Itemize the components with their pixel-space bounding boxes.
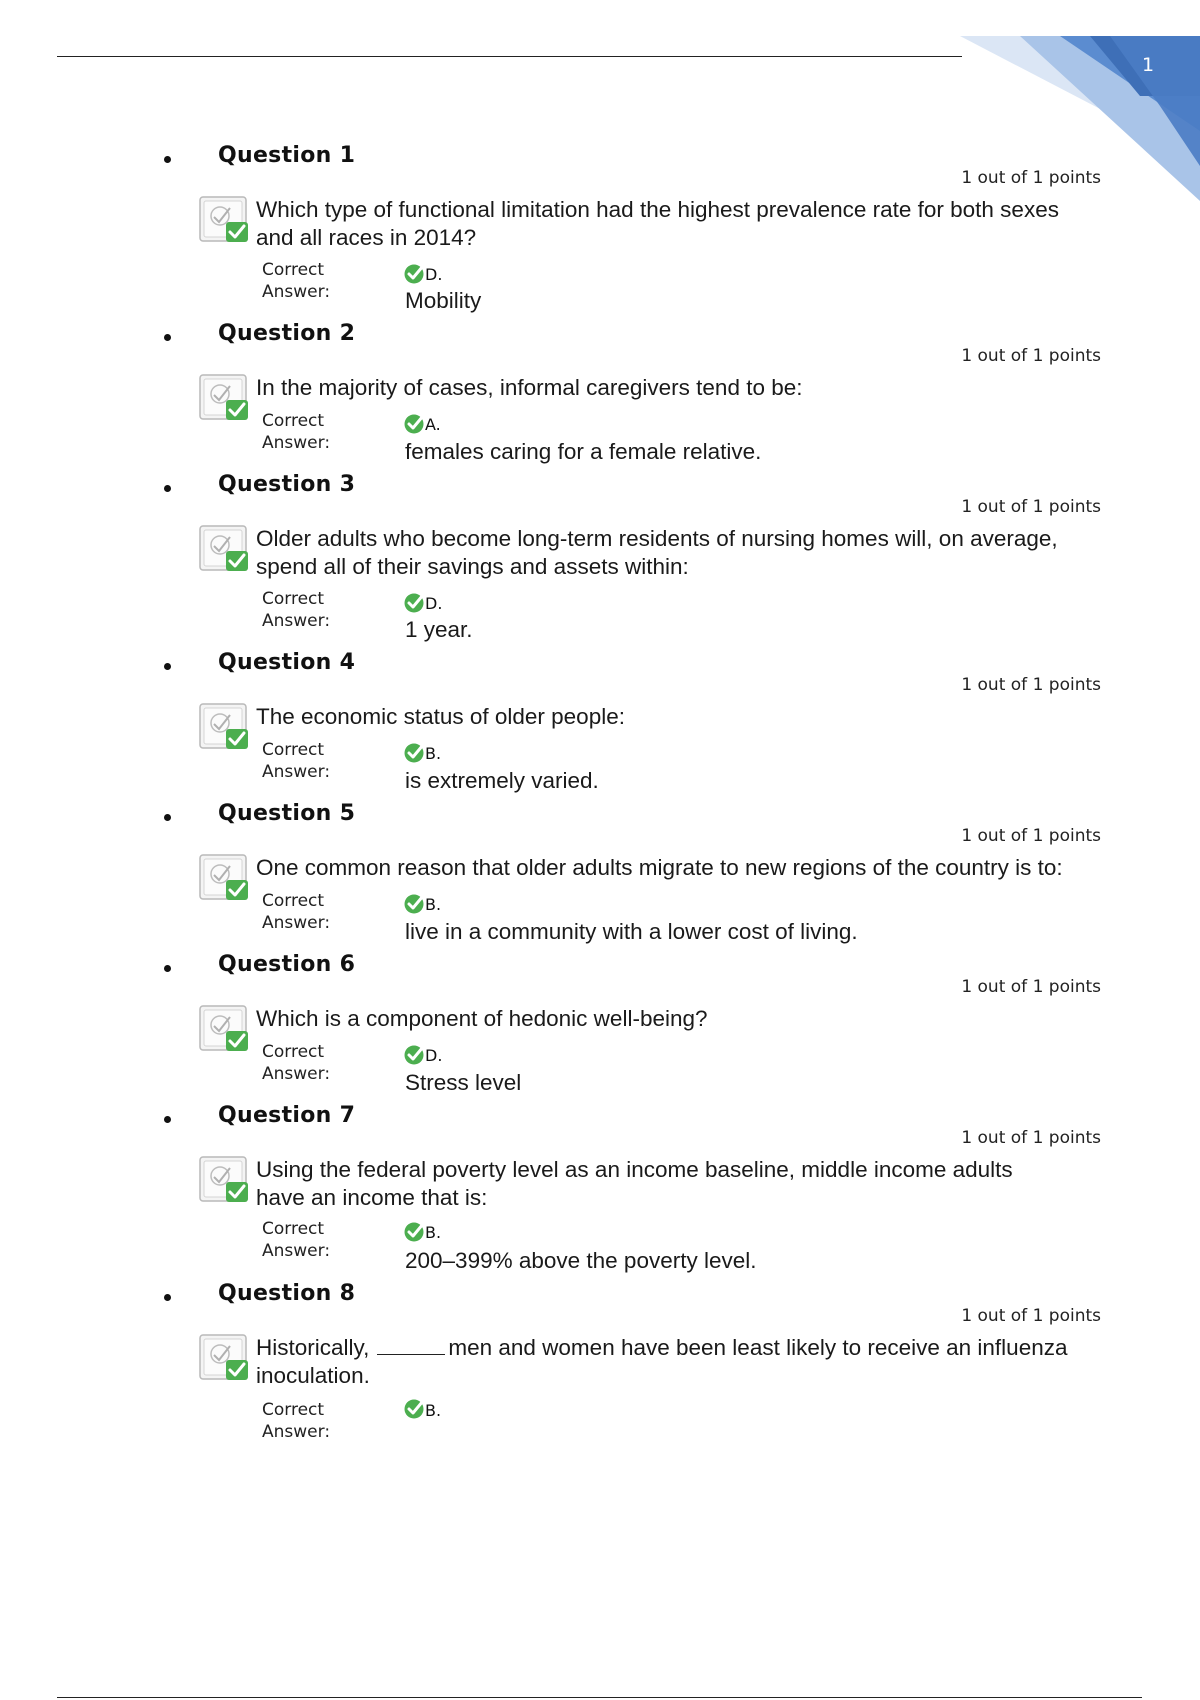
answer-text: 200–399% above the poverty level. <box>405 1248 757 1273</box>
points-label: 1 out of 1 points <box>961 1306 1101 1326</box>
answer-letter: B. <box>425 744 442 763</box>
correct-label: Correct <box>262 1042 325 1062</box>
bullet <box>164 663 171 670</box>
answer-label: Answer: <box>262 1241 331 1261</box>
question-line <box>256 1334 1126 1362</box>
green-checkmark-icon <box>404 1221 426 1242</box>
points-label: 1 out of 1 points <box>961 977 1101 997</box>
correct-label: Correct <box>262 260 325 280</box>
question-text <box>256 374 1126 402</box>
correct-label: Correct <box>262 589 325 609</box>
bullet <box>164 156 171 163</box>
graded-correct-icon <box>198 523 256 577</box>
question-text-after-blank: men and women have been least likely to receive an influenza <box>448 1335 1068 1360</box>
correct-answer-label <box>262 890 330 934</box>
green-checkmark-icon <box>404 263 426 284</box>
answer-text: females caring for a female relative. <box>405 439 762 464</box>
bullet <box>164 1116 171 1123</box>
answer-label: Answer: <box>262 1422 331 1442</box>
answer-label: Answer: <box>262 282 331 302</box>
question-text <box>256 1156 1126 1212</box>
question-text <box>256 196 1126 252</box>
answer-letter: A. <box>425 415 441 434</box>
answer-letter: D. <box>425 594 443 613</box>
footer-rule <box>57 1697 1142 1698</box>
question-text-before-blank: Historically, <box>256 1335 370 1360</box>
graded-correct-icon <box>198 1332 256 1386</box>
question-title: Question 3 <box>218 472 356 497</box>
graded-correct-icon <box>198 701 256 755</box>
points-label: 1 out of 1 points <box>961 168 1101 188</box>
question-title: Question 8 <box>218 1281 356 1306</box>
bullet <box>164 814 171 821</box>
question-title: Question 5 <box>218 801 356 826</box>
page-number: 1 <box>1141 54 1155 76</box>
correct-answer-label <box>262 410 330 454</box>
green-checkmark-icon <box>404 1044 426 1065</box>
question-line: The economic status of older people: <box>256 704 625 729</box>
question-line: and all races in 2014? <box>256 225 477 250</box>
answer-text: 1 year. <box>405 617 473 642</box>
graded-correct-icon <box>198 852 256 906</box>
answer-letter: B. <box>425 1401 442 1420</box>
question-title: Question 6 <box>218 952 356 977</box>
question-line: inoculation. <box>256 1363 370 1388</box>
answer-letter: B. <box>425 895 442 914</box>
points-label: 1 out of 1 points <box>961 497 1101 517</box>
question-line: Which is a component of hedonic well-being? <box>256 1006 708 1031</box>
graded-correct-icon <box>198 1154 256 1208</box>
answer-label: Answer: <box>262 433 331 453</box>
green-checkmark-icon <box>404 893 426 914</box>
answer-label: Answer: <box>262 1064 331 1084</box>
question-title: Question 1 <box>218 143 356 168</box>
answer-letter: D. <box>425 1046 443 1065</box>
graded-correct-icon <box>198 194 256 248</box>
answer-text: Stress level <box>405 1070 522 1095</box>
question-line: Which type of functional limitation had the highest prevalence rate for both sexes <box>256 197 1059 222</box>
points-label: 1 out of 1 points <box>961 346 1101 366</box>
question-text <box>256 854 1126 882</box>
answer-text: is extremely varied. <box>405 768 599 793</box>
correct-label: Correct <box>262 411 325 431</box>
correct-answer-label <box>262 1218 330 1262</box>
header-rule <box>57 56 962 57</box>
green-checkmark-icon <box>404 1398 426 1419</box>
correct-label: Correct <box>262 1219 325 1239</box>
question-line: Older adults who become long-term residents of nursing homes will, on average, <box>256 526 1058 551</box>
answer-text: live in a community with a lower cost of living. <box>405 919 858 944</box>
correct-answer-label <box>262 739 330 783</box>
answer-text: Mobility <box>405 288 482 313</box>
green-checkmark-icon <box>404 592 426 613</box>
answer-letter: B. <box>425 1223 442 1242</box>
points-label: 1 out of 1 points <box>961 1128 1101 1148</box>
question-line: Using the federal poverty level as an income baseline, middle income adults <box>256 1157 1013 1182</box>
question-line: In the majority of cases, informal caregivers tend to be: <box>256 375 803 400</box>
question-text <box>256 1005 1126 1033</box>
question-line: One common reason that older adults migrate to new regions of the country is to: <box>256 855 1063 880</box>
green-checkmark-icon <box>404 413 426 434</box>
answer-letter: D. <box>425 265 443 284</box>
correct-label: Correct <box>262 740 325 760</box>
question-title: Question 2 <box>218 321 356 346</box>
question-title: Question 7 <box>218 1103 356 1128</box>
question-text <box>256 703 1126 731</box>
correct-answer-label <box>262 1399 330 1443</box>
bullet <box>164 1294 171 1301</box>
correct-answer-label <box>262 259 330 303</box>
correct-answer-label <box>262 1041 330 1085</box>
bullet <box>164 965 171 972</box>
question-text <box>256 1334 1126 1390</box>
correct-answer-label <box>262 588 330 632</box>
points-label: 1 out of 1 points <box>961 675 1101 695</box>
question-text <box>256 525 1126 581</box>
bullet <box>164 334 171 341</box>
bullet <box>164 485 171 492</box>
answer-label: Answer: <box>262 762 331 782</box>
question-line: spend all of their savings and assets within: <box>256 554 689 579</box>
graded-correct-icon <box>198 372 256 426</box>
answer-label: Answer: <box>262 913 331 933</box>
question-line: have an income that is: <box>256 1185 488 1210</box>
green-checkmark-icon <box>404 742 426 763</box>
fill-in-blank <box>377 1336 445 1355</box>
graded-correct-icon <box>198 1003 256 1057</box>
answer-label: Answer: <box>262 611 331 631</box>
question-title: Question 4 <box>218 650 356 675</box>
points-label: 1 out of 1 points <box>961 826 1101 846</box>
correct-label: Correct <box>262 891 325 911</box>
correct-label: Correct <box>262 1400 325 1420</box>
